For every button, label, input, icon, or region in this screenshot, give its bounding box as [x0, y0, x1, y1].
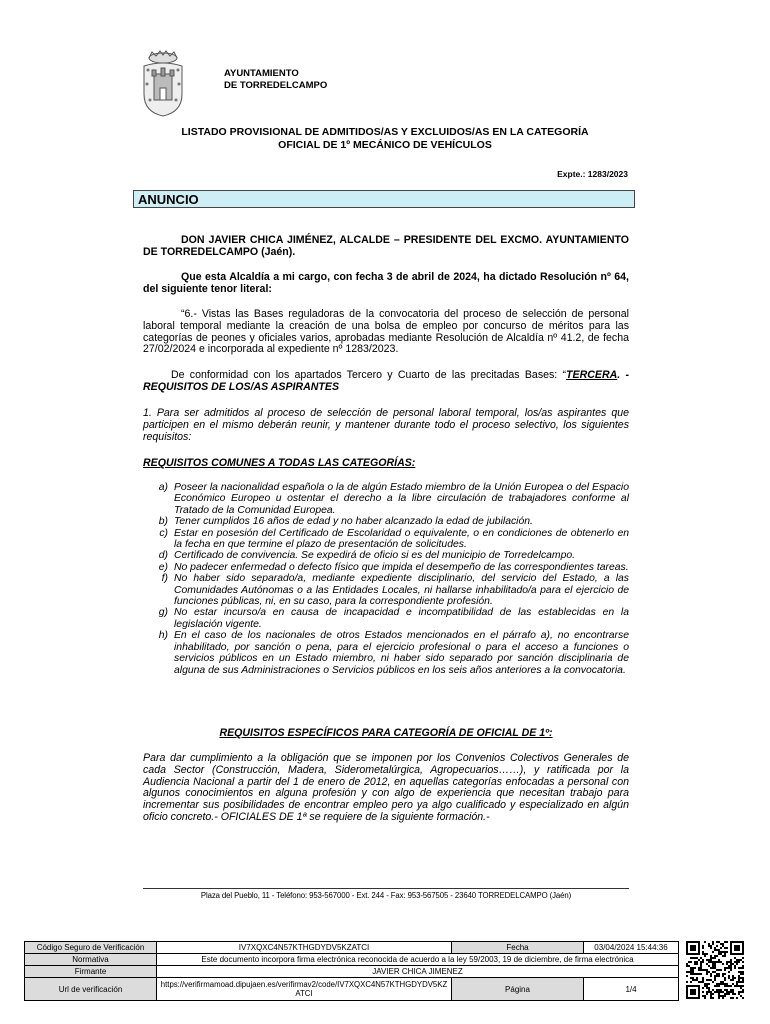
footer-divider	[143, 888, 629, 889]
mayor-heading: DON JAVIER CHICA JIMÉNEZ, ALCALDE – PRESIDENTE DEL EXCMO. AYUNTAMIENTO DE TORREDELCAMPO (Jaén).	[143, 234, 629, 258]
url-label: Url de verificación	[25, 978, 157, 1001]
list-item-text: Estar en posesión del Certificado de Escolaridad o equivalente, o en condiciones de obtenerlo en la fecha en que termine el plazo de presentación de solicitudes.	[174, 527, 629, 551]
list-item-letter: h)	[158, 630, 168, 642]
common-requirements-heading: REQUISITOS COMUNES A TODAS LAS CATEGORÍAS:	[143, 457, 416, 469]
table-row	[25, 966, 679, 978]
list-item	[150, 528, 629, 551]
admission-paragraph: 1. Para ser admitidos al proceso de selección de personal laboral temporal, los/as aspirantes que participen en el mismo deberán reunir, y mantener durante todo el proceso selectivo, los siguientes requisitos:	[143, 407, 629, 443]
conformity-paragraph	[143, 370, 629, 394]
date-label: Fecha	[452, 942, 584, 954]
signer-label: Firmante	[25, 966, 157, 978]
qr-code-icon	[686, 941, 744, 999]
tercera-heading: . - REQUISITOS DE LOS/AS ASPIRANTES	[143, 369, 629, 393]
footer-address: Plaza del Pueblo, 11 - Teléfono: 953-567000 - Ext. 244 - Fax: 953-567505 - 23640 TORREDELCAMPO (Jaén)	[200, 891, 572, 900]
list-item-letter: d)	[158, 550, 168, 562]
list-item-letter: e)	[158, 561, 168, 573]
list-item-letter: c)	[159, 527, 168, 539]
list-item-text: No estar incurso/a en causa de incapacidad e incompatibilidad de las establecidas en la legislación vigente.	[174, 607, 629, 630]
announcement-banner: ANUNCIO	[133, 190, 635, 208]
list-item-letter: g)	[158, 607, 168, 619]
conformity-text: De conformidad con los apartados Tercero y Cuarto de las precitadas Bases: “	[171, 369, 567, 381]
normativa-label: Normativa	[25, 954, 157, 966]
resolution-intro: Que esta Alcaldía a mi cargo, con fecha 3 de abril de 2024, ha dictado Resolución nº 64, del siguiente tenor literal:	[143, 271, 629, 295]
csv-label: Código Seguro de Verificación	[25, 942, 157, 954]
list-item-text: No padecer enfermedad o defecto físico que impida el desempeño de las correspondientes tareas.	[174, 561, 629, 573]
specific-requirements-heading: REQUISITOS ESPECÍFICOS PARA CATEGORÍA DE OFICIAL DE 1º:	[219, 727, 553, 739]
bases-paragraph: “6.- Vistas las Bases reguladoras de la convocatoria del proceso de selección de personal laboral temporal mediante la creación de una bolsa de empleo por concurso de méritos para las categorías de peones y oficiales varios, aprobadas mediante Resolución de Alcaldía nº 41.2, de fecha 27/02/2024 e incorporada al expediente nº 1283/2023.	[143, 308, 629, 356]
page-label: Página	[452, 978, 584, 1001]
org-line-1: AYUNTAMIENTO	[224, 68, 299, 79]
document-title	[120, 126, 650, 152]
list-item	[150, 630, 629, 676]
title-line-1: LISTADO PROVISIONAL DE ADMITIDOS/AS Y EXCLUIDOS/AS EN LA CATEGORÍA	[181, 126, 589, 138]
table-row	[25, 942, 679, 954]
org-line-2: DE TORREDELCAMPO	[224, 80, 328, 91]
list-item-text: En el caso de los nacionales de otros Estados mencionados en el párrafo a), no encontrarse inhabilitado, por sanción o pena, para el ejercicio profesional o para el acceso a funciones o servicios públicos en un Estado miembro, ni haber sido separado por sanción disciplinaria de alguna de sus Administraciones o Servicios públicos en los seis años anteriores a la convocatoria.	[174, 630, 629, 676]
file-number: Expte.: 1283/2023	[557, 169, 628, 179]
list-item-text: No haber sido separado/a, mediante expediente disciplinario, del servicio del Estado, a las Comunidades Autónomas o a las Entidades Locales, ni hallarse inhabilitado/a para el ejercicio de funciones públicas, ni, en su caso, para la correspondiente profesión.	[174, 573, 629, 608]
list-item-text: Certificado de convivencia. Se expedirá de oficio si es del municipio de Torredelcampo.	[174, 550, 576, 562]
date-value: 03/04/2024 15:44:36	[584, 942, 679, 954]
title-line-2: OFICIAL DE 1º MECÁNICO DE VEHÍCULOS	[278, 139, 492, 151]
list-item	[150, 573, 629, 607]
tercera-label: TERCERA	[566, 369, 618, 381]
list-item-text: Tener cumplidos 16 años de edad y no haber alcanzado la edad de jubilación.	[174, 516, 533, 528]
list-item-letter: a)	[158, 482, 168, 493]
normativa-value: Este documento incorpora firma electrónica reconocida de acuerdo a la ley 59/2003, 19 de diciembre, de firma electrónica	[157, 954, 679, 966]
signer-value: JAVIER CHICA JIMENEZ	[157, 966, 679, 978]
list-item	[150, 607, 629, 630]
list-item-letter: f)	[161, 573, 168, 585]
page-number: 1/4	[584, 978, 679, 1001]
requirements-list	[150, 482, 629, 676]
signature-table	[24, 941, 679, 1001]
list-item	[150, 482, 629, 516]
coat-of-arms-logo	[140, 50, 186, 118]
organization-name	[224, 68, 327, 92]
table-row	[25, 954, 679, 966]
list-item	[150, 516, 629, 527]
table-row	[25, 978, 679, 1001]
verification-url[interactable]: https://verifirmamoad.dipujaen.es/verifirmav2/code/IV7XQXC4N57KTHGDYDV5KZATCI	[157, 978, 452, 1001]
csv-value: IV7XQXC4N57KTHGDYDV5KZATCI	[157, 942, 452, 954]
list-item	[150, 550, 629, 561]
list-item-text: Poseer la nacionalidad española o la de algún Estado miembro de la Unión Europea o del Espacio Económico Europeo u ostentar el derecho a la libre circulación de trabajadores conforme al Tratado de la Comunidad Europea.	[174, 482, 629, 516]
training-paragraph: Para dar cumplimiento a la obligación que se imponen por los Convenios Colectivos Generales de cada Sector (Construcción, Madera, Siderometalúrgica, Agropecuarios……), y ratificada por la Audiencia Nacional a partir del 1 de enero de 2012, en aquellas categorías enfocadas a personal con algunos conocimientos en alguna profesión y con algo de experiencia que necesitan trabajo para incrementar sus posibilidades de encontrar empleo pero ya algo cualificado y especializado en algún oficio concreto.- OFICIALES DE 1ª se requiere de la siguiente formación.-	[143, 752, 629, 823]
list-item	[150, 562, 629, 573]
list-item-letter: b)	[158, 516, 168, 528]
